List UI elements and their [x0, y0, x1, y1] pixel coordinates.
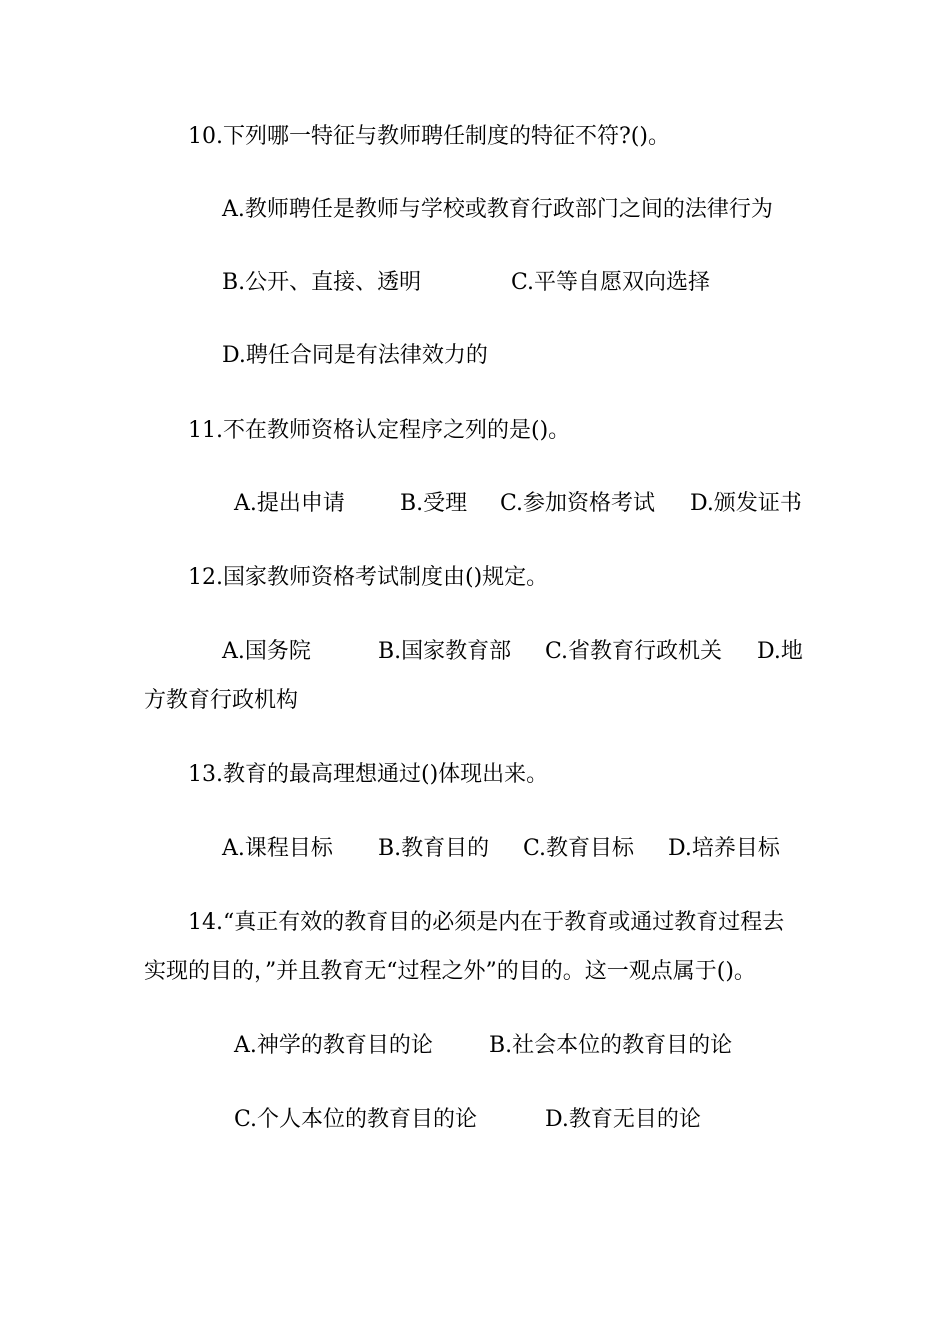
- question-14-option-b: B.社会本位的教育目的论: [489, 1033, 733, 1058]
- question-10-option-d: D.聘任合同是有法律效力的: [222, 343, 488, 368]
- question-14-option-d: D.教育无目的论: [545, 1107, 701, 1132]
- question-12-option-b: B.国家教育部: [378, 639, 512, 664]
- question-10-stem: 10.下列哪一特征与教师聘任制度的特征不符?()。: [188, 124, 670, 149]
- question-11-option-a: A.提出申请: [234, 491, 345, 516]
- question-12-option-c: C.省教育行政机关: [545, 639, 723, 664]
- question-14-option-c: C.个人本位的教育目的论: [234, 1107, 478, 1132]
- question-13-option-b: B.教育目的: [378, 836, 490, 861]
- question-11-stem: 11.不在教师资格认定程序之列的是()。: [188, 418, 571, 443]
- question-13-stem: 13.教育的最高理想通过()体现出来。: [188, 762, 549, 787]
- question-12-option-d: D.地: [757, 639, 803, 664]
- question-14-stem-line-1: 14.“真正有效的教育目的必须是内在于教育或通过教育过程去: [188, 910, 785, 935]
- question-10-option-a: A.教师聘任是教师与学校或教育行政部门之间的法律行为: [222, 197, 773, 222]
- question-12-stem: 12.国家教师资格考试制度由()规定。: [188, 565, 549, 590]
- question-13-option-c: C.教育目标: [523, 836, 635, 861]
- question-12-option-a: A.国务院: [222, 639, 311, 664]
- question-11-option-c: C.参加资格考试: [500, 491, 656, 516]
- question-13-option-d: D.培养目标: [668, 836, 780, 861]
- question-13-option-a: A.课程目标: [222, 836, 333, 861]
- question-10-option-c: C.平等自愿双向选择: [511, 270, 711, 295]
- question-10-option-b: B.公开、直接、透明: [222, 270, 422, 295]
- question-14-option-a: A.神学的教育目的论: [234, 1033, 433, 1058]
- question-14-stem-line-2: 实现的目的，”并且教育无“过程之外”的目的。这一观点属于()。: [144, 959, 756, 984]
- question-11-option-b: B.受理: [400, 491, 468, 516]
- question-11-option-d: D.颁发证书: [690, 491, 802, 516]
- question-12-option-d-continued: 方教育行政机构: [144, 688, 299, 713]
